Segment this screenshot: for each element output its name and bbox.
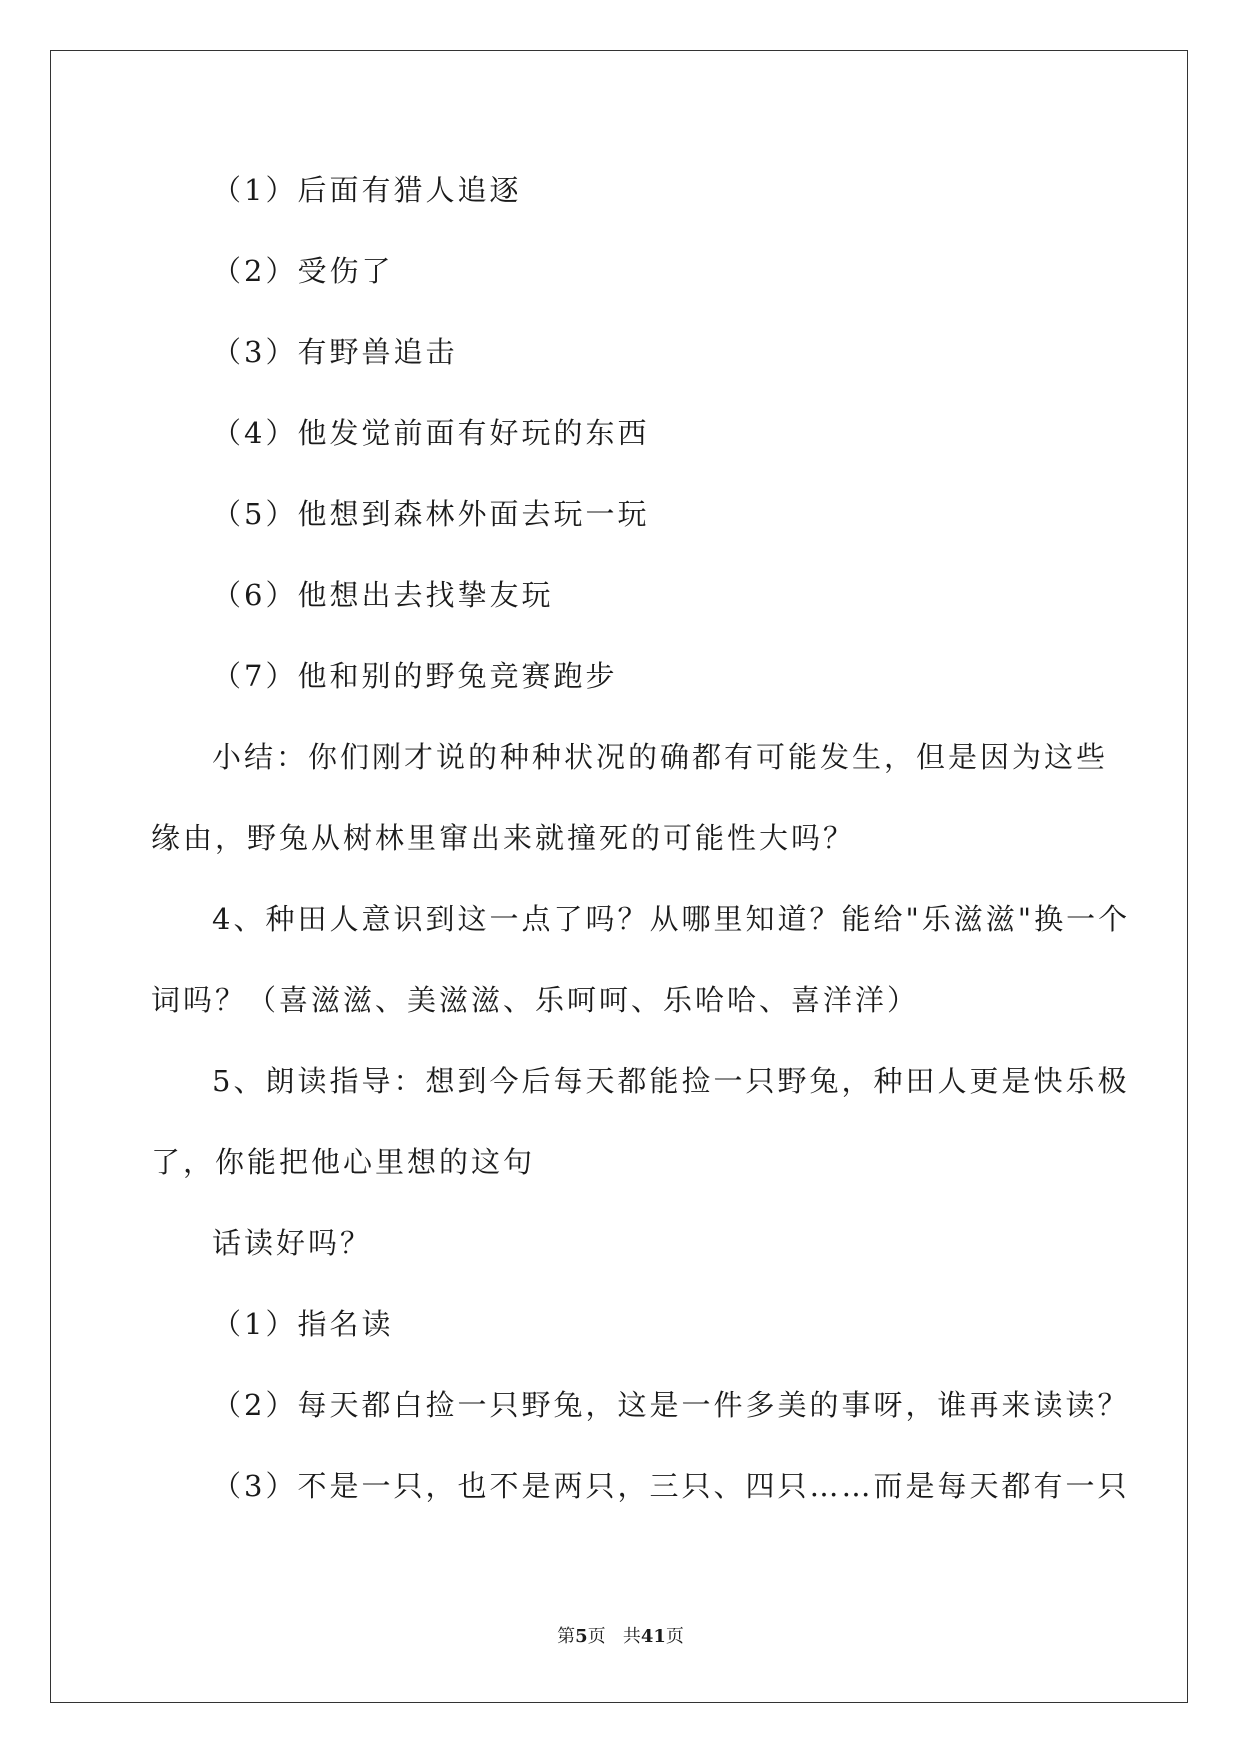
page-border bbox=[50, 50, 1188, 1703]
text-line: （5）他想到森林外面去玩一玩 bbox=[212, 497, 650, 531]
text-line: 话读好吗？ bbox=[212, 1226, 373, 1260]
footer-total-prefix: 共 bbox=[622, 1626, 641, 1647]
text-line: （3）不是一只，也不是两只，三只、四只……而是每天都有一只 bbox=[212, 1469, 1130, 1503]
text-line: （7）他和别的野兔竞赛跑步 bbox=[212, 659, 618, 693]
page-footer bbox=[0, 1625, 1241, 1649]
text-line: （1）后面有猎人追逐 bbox=[212, 173, 522, 207]
page-number: 5 bbox=[575, 1626, 588, 1647]
text-line: 缘由，野兔从树林里窜出来就撞死的可能性大吗？ bbox=[151, 821, 856, 855]
text-line: （1）指名读 bbox=[212, 1307, 394, 1341]
footer-page-suffix: 页 bbox=[587, 1626, 606, 1647]
text-line: 5、朗读指导：想到今后每天都能捡一只野兔，种田人更是快乐极 bbox=[212, 1064, 1130, 1098]
text-line: （3）有野兽追击 bbox=[212, 335, 458, 369]
text-line: 小结：你们刚才说的种种状况的确都有可能发生，但是因为这些 bbox=[212, 740, 1109, 774]
footer-prefix: 第 bbox=[557, 1626, 576, 1647]
text-line: （6）他想出去找挚友玩 bbox=[212, 578, 554, 612]
text-line: 词吗？（喜滋滋、美滋滋、乐呵呵、乐哈哈、喜洋洋） bbox=[151, 983, 920, 1017]
text-line: （2）受伤了 bbox=[212, 254, 394, 288]
text-line: 4、种田人意识到这一点了吗？从哪里知道？能给"乐滋滋"换一个 bbox=[212, 902, 1131, 936]
total-pages: 41 bbox=[640, 1626, 666, 1647]
text-line: （2）每天都白捡一只野兔，这是一件多美的事呀，谁再来读读？ bbox=[212, 1388, 1130, 1422]
text-line: 了，你能把他心里想的这句 bbox=[151, 1145, 536, 1179]
footer-total-suffix: 页 bbox=[665, 1626, 684, 1647]
text-line: （4）他发觉前面有好玩的东西 bbox=[212, 416, 650, 450]
